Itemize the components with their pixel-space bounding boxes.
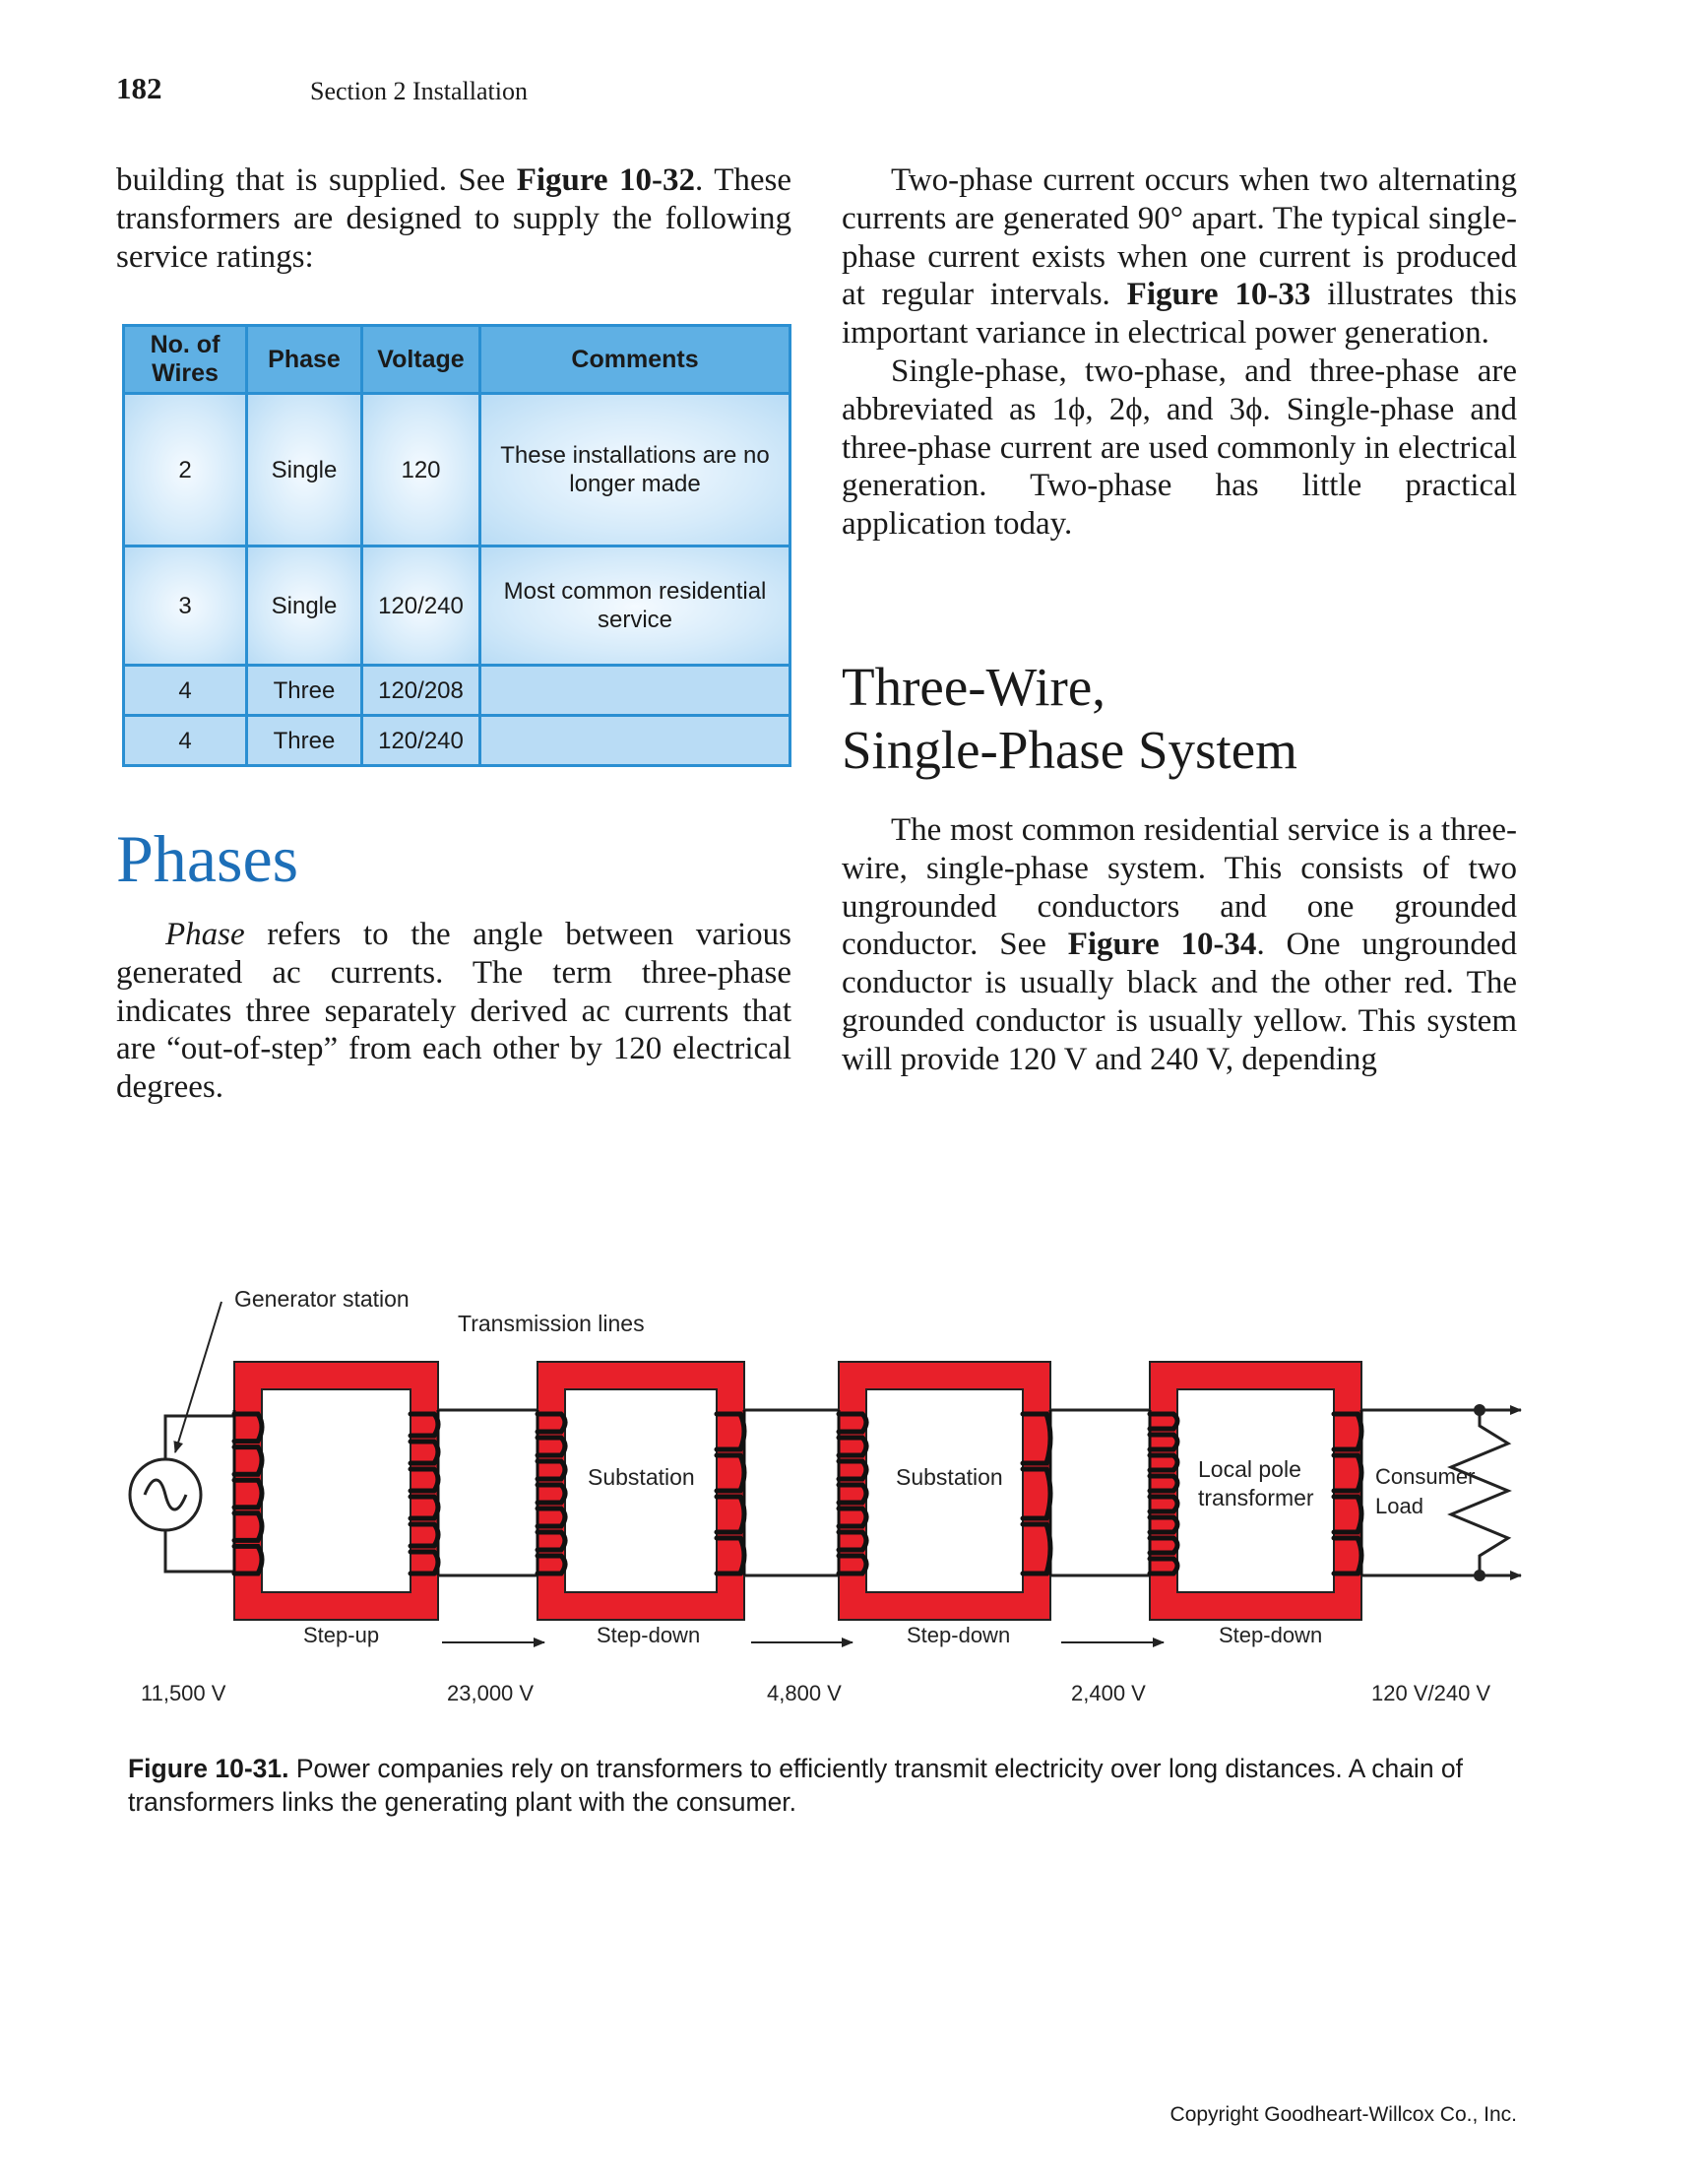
- step-up-label: Step-up: [303, 1623, 380, 1647]
- header-comments: Comments: [480, 326, 790, 394]
- two-phase-text-b: illustrates this important variance in electrical power generation.: [842, 277, 1518, 352]
- header-voltage: Voltage: [362, 326, 480, 394]
- transmission-line-1: [438, 1410, 537, 1575]
- substation-1-transformer: [537, 1362, 744, 1620]
- cell-voltage: 120/240: [362, 716, 480, 766]
- cell-comments: Most common residential service: [480, 546, 790, 666]
- step-down-label-1: Step-down: [597, 1623, 701, 1647]
- cell-voltage: 120/240: [362, 546, 480, 666]
- figure-ref-10-34: Figure 10-34: [1067, 927, 1257, 963]
- substation-1-label: Substation: [588, 1464, 695, 1490]
- consumer-label-1: Consumer: [1375, 1464, 1476, 1489]
- section-label: Section 2 Installation: [310, 77, 528, 105]
- three-wire-text-a: The most common residential service is a three-wire, single-phase system. This consists of two ungrounded conductors and one grounded conductor. See: [842, 812, 1517, 963]
- two-phase-text: Two-phase current occurs when two alternating currents are generated 90° apart. The typical single-phase current exists when one current is produced at regular intervals.: [842, 162, 1517, 313]
- cell-phase: Single: [247, 394, 362, 546]
- cell-comments: These installations are no longer made: [480, 394, 790, 546]
- generator-pointer-line: [175, 1302, 221, 1452]
- cell-phase: Single: [247, 546, 362, 666]
- pole-transformer-left-winding: [1150, 1410, 1177, 1575]
- header-phase: Phase: [247, 326, 362, 394]
- intro-text-b: . These transformers are designed to supply the following service ratings:: [116, 162, 791, 275]
- cell-voltage: 120/208: [362, 666, 480, 716]
- three-wire-heading-line1: Three-Wire,: [842, 657, 1106, 717]
- figure-ref-10-33: Figure 10-33: [1126, 277, 1311, 313]
- transmission-line-3: [1050, 1410, 1150, 1575]
- three-wire-heading-line2: Single-Phase System: [842, 720, 1297, 780]
- voltage-generation: 11,500 V: [141, 1681, 226, 1705]
- three-wire-text-b: . One ungrounded conductor is usually black and the other red. The grounded conductor is usually yellow. This system will provide 120 V and 240 V, depending: [842, 927, 1517, 1077]
- generator-icon: [130, 1459, 201, 1530]
- cell-wires: 4: [124, 666, 247, 716]
- transformer-cores: [234, 1362, 1361, 1620]
- step-up-transformer-right-winding: [411, 1410, 438, 1575]
- cell-phase: Three: [247, 666, 362, 716]
- header-wires: No. of Wires: [124, 326, 247, 394]
- figure-ref-10-32: Figure 10-32: [516, 162, 696, 198]
- transmission-line-2: [744, 1410, 839, 1575]
- consumer-load-resistor-icon: [1451, 1410, 1508, 1575]
- generator-station-label: Generator station: [234, 1286, 410, 1312]
- voltage-consumer: 120 V/240 V: [1371, 1681, 1491, 1705]
- pole-transformer-label-2: transformer: [1198, 1485, 1314, 1510]
- page-number: 182: [116, 71, 162, 105]
- pole-transformer-label-1: Local pole: [1198, 1456, 1301, 1482]
- step-down-label-3: Step-down: [1219, 1623, 1323, 1647]
- transmission-lines-label: Transmission lines: [458, 1311, 645, 1336]
- voltage-transmission: 23,000 V: [447, 1681, 535, 1705]
- phases-heading: Phases: [116, 821, 299, 896]
- substation-2-label: Substation: [896, 1464, 1003, 1490]
- voltage-substation-1: 4,800 V: [767, 1681, 842, 1705]
- cell-wires: 2: [124, 394, 247, 546]
- intro-text-a: building that is supplied. See: [116, 162, 517, 198]
- figure-caption: [128, 1752, 1536, 1819]
- consumer-label-2: Load: [1375, 1494, 1423, 1518]
- service-line: [1361, 1410, 1521, 1575]
- caption-label: Figure 10-31.: [128, 1754, 289, 1783]
- substation-2-transformer: [839, 1362, 1050, 1620]
- step-down-label-2: Step-down: [907, 1623, 1011, 1647]
- cell-wires: 4: [124, 716, 247, 766]
- cell-phase: Three: [247, 716, 362, 766]
- copyright-notice: Copyright Goodheart-Willcox Co., Inc.: [1169, 2103, 1517, 2126]
- step-up-transformer: [234, 1362, 438, 1620]
- cell-voltage: 120: [362, 394, 480, 546]
- caption-text: Power companies rely on transformers to efficiently transmit electricity over long distances. A chain of transformers links the generating plant with the consumer.: [128, 1754, 1464, 1817]
- phases-text: refers to the angle between various generated ac currents. The term three-phase indicates three separately derived ac currents that are “out-of-step” from each other by 120 electrical degrees.: [116, 917, 791, 1106]
- phase-term: Phase: [165, 917, 245, 952]
- voltage-substation-2: 2,400 V: [1071, 1681, 1146, 1705]
- abbrev-paragraph: Single-phase, two-phase, and three-phase are abbreviated as 1ϕ, 2ϕ, and 3ϕ. Single-phase and three-phase current are used commonly in electrical generation. Two-phase has little practical application today.: [842, 353, 1517, 543]
- cell-wires: 3: [124, 546, 247, 666]
